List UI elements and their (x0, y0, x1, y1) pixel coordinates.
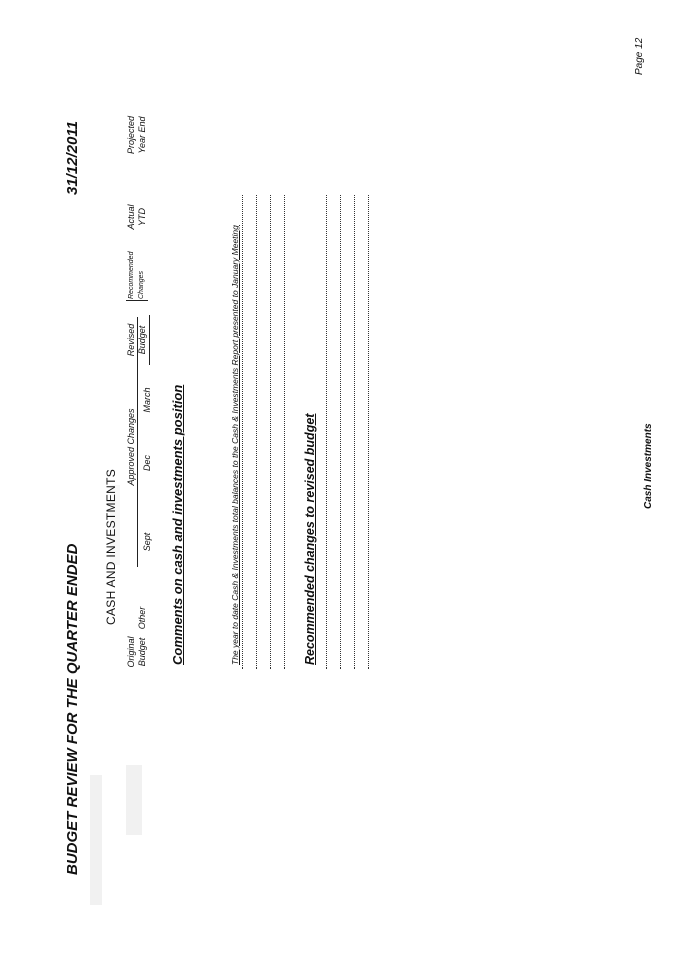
column-header-actual-ytd (126, 197, 148, 237)
page-title: BUDGET REVIEW FOR THE QUARTER ENDED (64, 543, 81, 875)
scan-artifact (90, 775, 102, 905)
header-subline: Budget (137, 325, 147, 355)
recommended-changes-heading: Recommended changes to revised budget (303, 413, 317, 665)
header-subline: Budget (137, 637, 147, 667)
column-header-recommended-changes (127, 229, 147, 299)
column-header-projected-year-end (126, 105, 148, 165)
column-header-sept: Sept (142, 532, 152, 552)
header-line: Revised (126, 323, 136, 357)
dotted-rule (354, 195, 355, 669)
dotted-rule (270, 195, 271, 669)
scan-artifact (126, 765, 142, 835)
header-line: Actual (126, 204, 136, 230)
header-subline: Changes (138, 270, 145, 299)
header-subline: Year End (137, 116, 147, 154)
column-group-approved-changes: Approved Changes (126, 408, 136, 486)
column-header-dec: Dec (142, 455, 152, 472)
column-header-revised-budget (126, 310, 148, 370)
header-line: Recommended (128, 251, 135, 299)
footer-section-name: Cash Investments (643, 423, 654, 509)
revised-budget-rule (149, 315, 150, 365)
header-line: Projected (126, 115, 136, 155)
dotted-rule (340, 195, 341, 669)
header-line: Original (126, 636, 136, 668)
dotted-rule (284, 195, 285, 669)
comment-text: The year to date Cash & Investments total balances to the Cash & Investments Report presented to January Meeting (230, 225, 240, 665)
comments-heading: Comments on cash and investments position (170, 384, 185, 665)
dotted-rule (242, 195, 243, 669)
report-date: 31/12/2011 (64, 121, 81, 195)
section-title: CASH AND INVESTMENTS (104, 468, 118, 625)
page-number: Page 12 (634, 37, 645, 75)
dotted-rule (326, 195, 327, 669)
header-subline: YTD (137, 208, 147, 226)
column-header-other: Other (137, 606, 147, 630)
dotted-rule (256, 195, 257, 669)
column-header-march: March (142, 387, 152, 413)
dotted-rule (368, 195, 369, 669)
recommended-changes-divider (126, 300, 148, 301)
